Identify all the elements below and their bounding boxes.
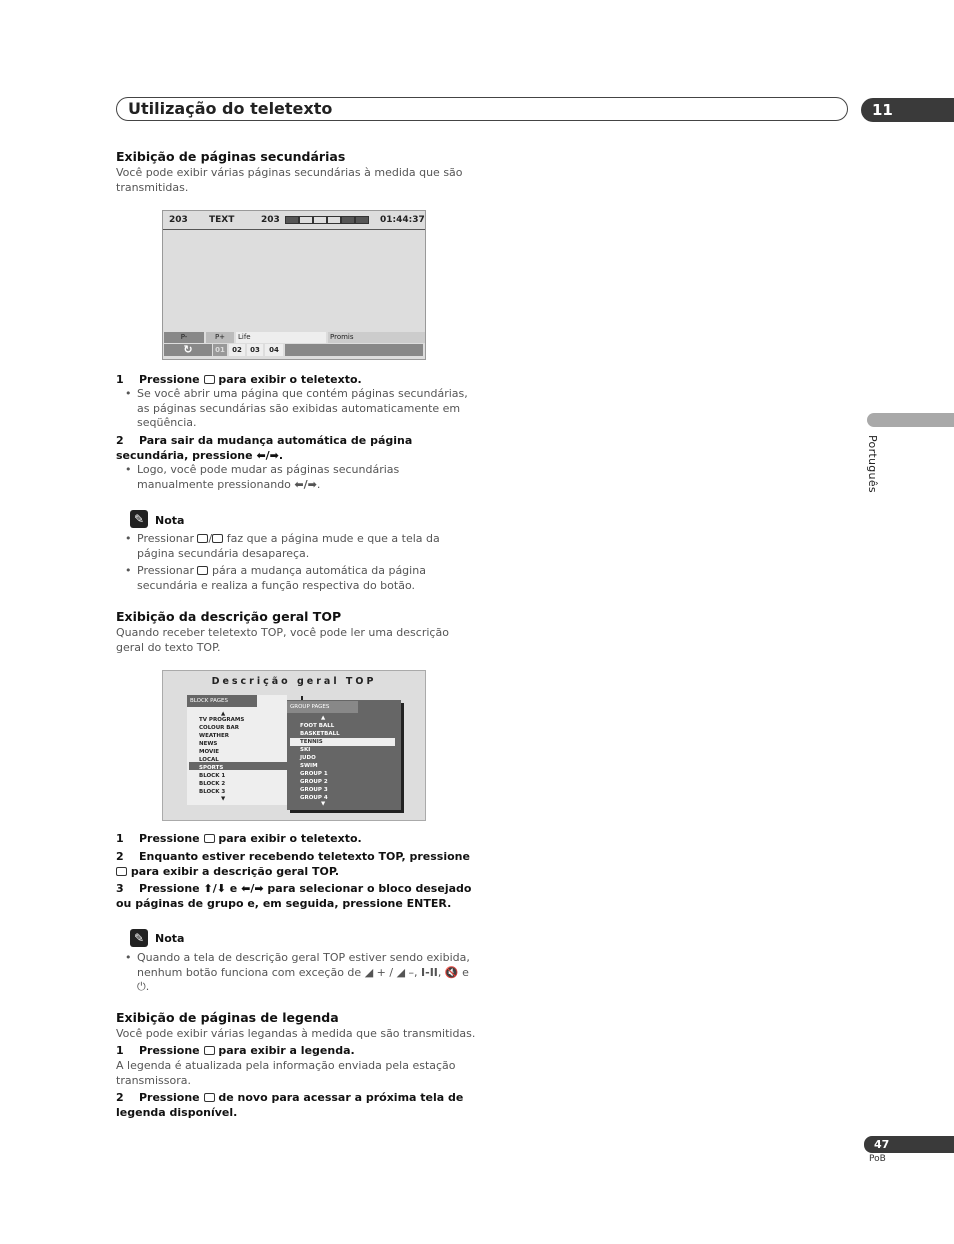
- subtitle-step-1-text: A legenda é atualizada pela informação enviada pela estação transmissora.: [116, 1059, 456, 1087]
- step-1: 1 Pressione para exibir o teletexto.: [116, 373, 362, 386]
- volume-up-icon: ◢ +: [364, 965, 386, 979]
- bullet-manual-change: Logo, você pode mudar as páginas secundárias manualmente pressionando ⬅/➡.: [137, 463, 400, 491]
- subpage-bar-rest: [285, 344, 423, 356]
- subpage-item: 03: [247, 344, 263, 356]
- subtitle-step-2: 2 Pressione de novo para acessar a próxima tela de legenda disponível.: [116, 1091, 464, 1119]
- fastext-red: P-: [164, 332, 204, 343]
- top-overview-screen: [162, 670, 426, 821]
- up-down-arrow-icon: ⬆/⬇: [203, 882, 226, 895]
- power-icon: ⏻: [137, 980, 146, 993]
- teletext-screen: [162, 210, 426, 360]
- subpage-item: 01: [213, 344, 227, 356]
- subtitle-button-icon: [204, 1046, 215, 1055]
- group-pages-panel: [287, 700, 401, 810]
- language-label: Português: [866, 435, 879, 493]
- note-item-1: Pressionar / faz que a página mude e que a tela da página secundária desapareça.: [137, 532, 440, 560]
- fastext-cyan: Promis: [328, 332, 425, 343]
- progress-segment: [299, 216, 313, 224]
- top-note-item: Quando a tela de descrição geral TOP estiver sendo exibida, nenhum botão funciona com exceção de ◢ + / ◢ –, I-II, 🔇 e ⏻.: [137, 951, 470, 993]
- top-step-2: 2 Enquanto estiver recebendo teletexto TOP, pressione para exibir a descrição geral TOP.: [116, 850, 470, 878]
- block-list: TV PROGRAMS COLOUR BAR WEATHER NEWS MOVIE LOCAL SPORTS BLOCK 1 BLOCK 2 BLOCK 3: [199, 717, 245, 795]
- block-pages-panel: [187, 695, 287, 805]
- teletext-button-icon: [204, 375, 215, 384]
- scroll-up-icon: ▲: [321, 715, 326, 721]
- note-pencil-icon: ✎: [130, 929, 148, 947]
- scroll-down-icon: ▼: [321, 801, 326, 807]
- note-label: Nota: [155, 932, 185, 945]
- page-number: 203: [169, 215, 188, 225]
- step-2: 2 Para sair da mudança automática de página secundária, pressione ⬅/➡.: [116, 434, 413, 462]
- subtitle-step-1: 1 Pressione para exibir a legenda.: [116, 1044, 355, 1057]
- volume-down-icon: ◢ –: [396, 965, 415, 979]
- block-pages-header: BLOCK PAGES: [187, 695, 257, 707]
- scroll-down-icon: ▼: [221, 796, 226, 802]
- tv-teletext-mix-icon: [197, 534, 208, 543]
- mode-label: TEXT: [209, 215, 235, 225]
- subpage-item: 04: [265, 344, 283, 356]
- current-page: 203: [261, 215, 280, 225]
- note-pencil-icon: ✎: [130, 510, 148, 528]
- subtitle-button-icon: [204, 1093, 215, 1102]
- bullet-subpages-auto: Se você abrir uma página que contém páginas secundárias, as páginas secundárias são exibidas automaticamente em seqüência.: [137, 387, 468, 429]
- teletext-status-bar: [163, 211, 425, 230]
- section-intro-subpages: Você pode exibir várias páginas secundárias à medida que são transmitidas.: [116, 166, 463, 194]
- dual-sound-icon: I-II: [421, 965, 438, 979]
- teletext-button-icon: [204, 834, 215, 843]
- subpage-item: 02: [229, 344, 245, 356]
- page-number-badge: 47: [864, 1136, 954, 1153]
- group-pages-header: GROUP PAGES: [287, 701, 358, 713]
- mute-icon: 🔇: [444, 965, 459, 979]
- progress-segment: [285, 216, 299, 224]
- top-screen-title: Descrição geral TOP: [211, 676, 377, 687]
- language-tab: [867, 413, 954, 427]
- teletext-mix-icon: [212, 534, 223, 543]
- scroll-up-icon: ▲: [221, 711, 226, 717]
- language-code: PoB: [869, 1154, 886, 1164]
- section-intro-subtitles: Você pode exibir várias legandas à medida que são transmitidas.: [116, 1027, 476, 1040]
- note-label: Nota: [155, 514, 185, 527]
- section-intro-top: Quando receber teletexto TOP, você pode ler uma descrição geral do texto TOP.: [116, 626, 449, 654]
- clock: 01:44:37: [380, 215, 425, 225]
- hold-button-icon: [197, 566, 208, 575]
- left-right-arrow-icon: ⬅/➡: [294, 477, 317, 491]
- fastext-green: P+: [206, 332, 234, 343]
- progress-segment: [313, 216, 327, 224]
- progress-segment: [355, 216, 369, 224]
- chapter-badge: 11: [861, 98, 954, 122]
- section-title-subpages: Exibição de páginas secundárias: [116, 149, 346, 164]
- left-right-arrow-icon: ⬅/➡: [256, 448, 279, 462]
- group-list: FOOT BALL BASKETBALL TENNIS SKI JUDO SWIM GROUP 1 GROUP 2 GROUP 3 GROUP 4: [300, 723, 340, 801]
- top-step-3: 3 Pressione ⬆/⬇ e ⬅/➡ para selecionar o bloco desejado ou páginas de grupo e, em seguida, pressione ENTER.: [116, 882, 472, 910]
- top-step-1: 1 Pressione para exibir o teletexto.: [116, 832, 362, 845]
- section-title-subtitles: Exibição de páginas de legenda: [116, 1010, 339, 1025]
- progress-segment: [341, 216, 355, 224]
- section-title-top: Exibição da descrição geral TOP: [116, 609, 342, 624]
- left-right-arrow-icon: ⬅/➡: [241, 882, 264, 895]
- note-item-2: Pressionar pára a mudança automática da página secundária e realiza a função respectiva do botão.: [137, 564, 426, 592]
- page-title: Utilização do teletexto: [128, 99, 333, 118]
- fastext-yellow: Life: [236, 332, 326, 343]
- top-overview-button-icon: [116, 867, 127, 876]
- progress-segment: [327, 216, 341, 224]
- subpage-cycle-icon: ↻: [164, 344, 212, 356]
